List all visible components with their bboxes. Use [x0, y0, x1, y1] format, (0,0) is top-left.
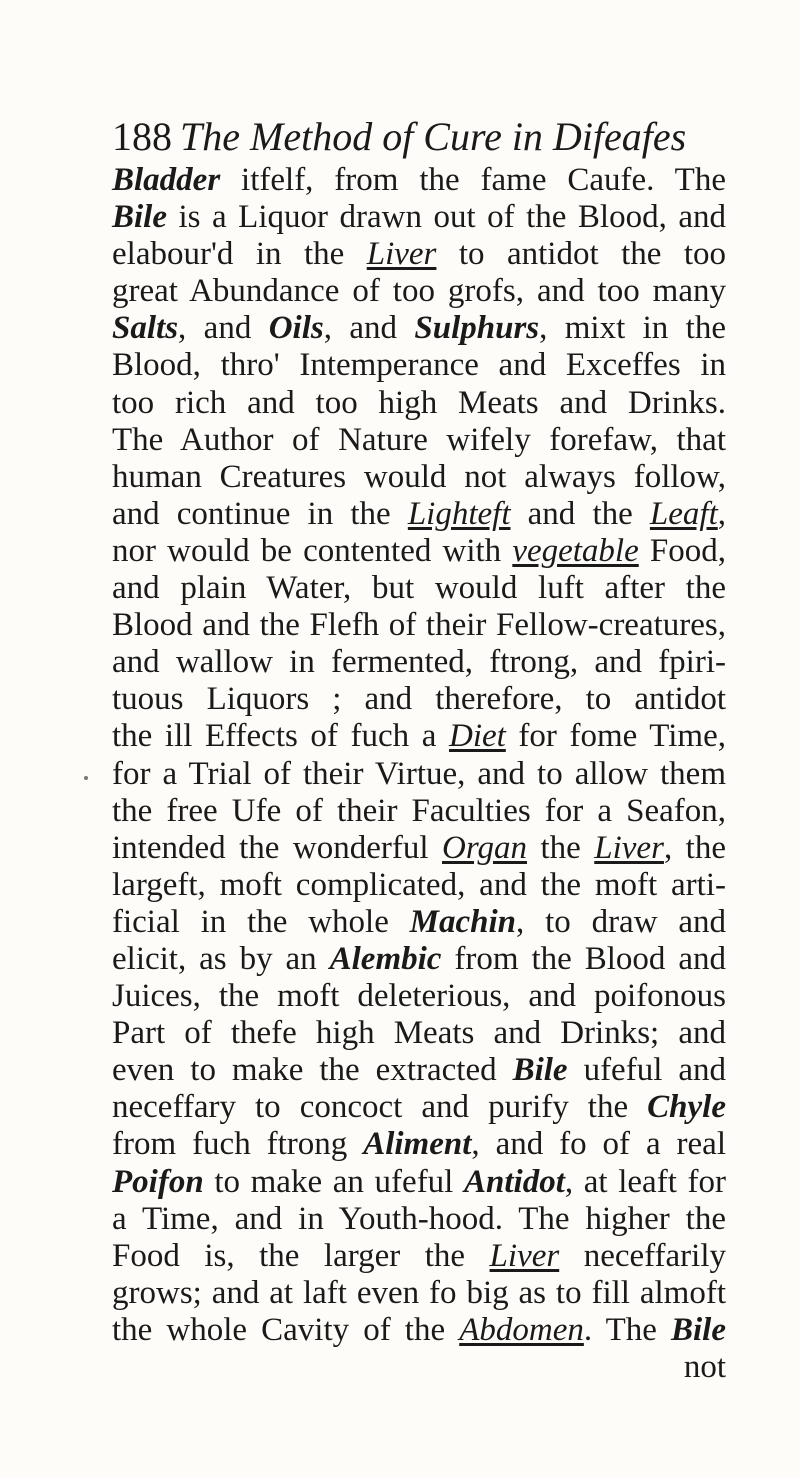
text-run: and continue in the [112, 495, 408, 532]
emphasized-term: Bladder [112, 162, 221, 198]
text-line [112, 422, 726, 459]
emphasized-term: Machin [409, 903, 517, 940]
text-line [112, 1089, 726, 1126]
text-run: tuous Liquors ; and therefore, to antidot [112, 681, 726, 718]
running-title: The Method of Cure in Difeafes [180, 114, 687, 159]
ink-mark [84, 776, 88, 780]
running-header [112, 112, 712, 162]
text-line [112, 978, 726, 1015]
text-run: , and [323, 310, 415, 347]
text-run: intended the wonderful [112, 829, 443, 866]
text-line [112, 570, 726, 607]
emphasized-term: Organ [442, 829, 527, 866]
text-run: and plain Water, but would luft after the [112, 570, 726, 607]
text-run: grows; and at laft even fo big as to fill almoft [112, 1274, 726, 1311]
text-line [112, 310, 726, 347]
text-run: Blood and the Flefh of their Fellow-creatures, [112, 607, 726, 644]
text-line [112, 273, 726, 310]
text-run: for a Trial of their Virtue, and to allow them [112, 755, 726, 792]
text-run: is a Liquor drawn out of the Blood, and [167, 199, 726, 236]
text-run: human Creatures would not always follow, [112, 458, 726, 495]
text-line [112, 1126, 726, 1163]
text-line [112, 1201, 726, 1238]
text-line [112, 1275, 726, 1312]
text-line [112, 347, 726, 384]
text-run: Part of thefe high Meats and Drinks; and [112, 1015, 726, 1052]
text-run: , at leaft for [564, 1163, 726, 1200]
text-run: and wallow in fermented, ftrong, and fpiri- [112, 644, 726, 681]
text-run: , to draw and [516, 903, 726, 940]
emphasized-term: Liver [594, 829, 664, 866]
emphasized-term: Abdomen [459, 1311, 584, 1348]
text-run: Food, [638, 532, 726, 569]
emphasized-term: Chyle [647, 1089, 726, 1126]
body-text [112, 162, 726, 1386]
text-run: even to make the extracted [112, 1052, 513, 1089]
text-run: The Author of Nature wifely forefaw, that [112, 421, 726, 458]
text-run: largeft, moft complicated, and the moft arti- [112, 866, 726, 903]
text-line [112, 681, 726, 718]
text-run: from the Blood and [441, 940, 726, 977]
text-run: , and fo of a real [471, 1126, 726, 1163]
text-line [112, 385, 726, 422]
text-run: ufeful and [567, 1052, 726, 1089]
emphasized-term: Antidot [464, 1163, 565, 1200]
emphasized-term: Aliment [363, 1126, 472, 1163]
text-run: not [683, 1349, 726, 1385]
emphasized-term: Oils [268, 310, 324, 347]
text-run: neceffary to concoct and purify the [112, 1089, 648, 1126]
text-run: the ill Effects of fuch a [112, 718, 449, 755]
text-run: itfelf, from the fame Caufe. The [220, 162, 726, 198]
emphasized-term: Poifon [112, 1163, 204, 1200]
text-line [112, 199, 726, 236]
text-run: from fuch ftrong [112, 1126, 364, 1163]
text-line [112, 1015, 726, 1052]
text-line [112, 496, 726, 533]
text-run: , [717, 495, 726, 532]
catchword [112, 1349, 726, 1386]
text-line [112, 607, 726, 644]
text-run: Juices, the moft deleterious, and poifonous [112, 978, 726, 1015]
text-line [112, 162, 726, 199]
text-run: the free Ufe of their Faculties for a Seafon, [112, 792, 726, 829]
text-line [112, 533, 726, 570]
text-run: , mixt in the [539, 310, 726, 347]
text-run: too rich and too high Meats and Drinks. [112, 384, 726, 421]
emphasized-term: Bile [512, 1052, 568, 1089]
emphasized-term: Sulphurs [414, 310, 540, 347]
emphasized-term: vegetable [512, 532, 639, 569]
text-run: Blood, thro' Intemperance and Exceffes in [112, 347, 726, 384]
text-line [112, 941, 726, 978]
text-line [112, 1052, 726, 1089]
text-line [112, 236, 726, 273]
emphasized-term: Leaft [649, 495, 718, 532]
text-run: and the [510, 495, 650, 532]
text-run: a Time, and in Youth-hood. The higher the [112, 1200, 726, 1237]
text-run: elicit, as by an [112, 940, 330, 977]
text-run: , and [178, 310, 269, 347]
emphasized-term: Diet [448, 718, 506, 755]
text-run: great Abundance of too grofs, and too many [112, 273, 726, 310]
text-line [112, 756, 726, 793]
text-line [112, 1238, 726, 1275]
text-line [112, 867, 726, 904]
emphasized-term: Salts [112, 310, 179, 347]
text-line [112, 904, 726, 941]
emphasized-term: Bile [112, 199, 167, 236]
page-number: 188 [112, 114, 172, 159]
text-run: , the [663, 829, 726, 866]
text-run: Food is, the larger the [112, 1237, 490, 1274]
text-line [112, 830, 726, 867]
text-run: for fome Time, [505, 718, 726, 755]
text-run: nor would be contented with [112, 532, 513, 569]
emphasized-term: Liver [366, 236, 437, 273]
text-line [112, 1164, 726, 1201]
text-line [112, 1312, 726, 1349]
text-run: ficial in the whole [112, 903, 410, 940]
text-run: the whole Cavity of the [112, 1311, 460, 1348]
text-line [112, 793, 726, 830]
text-run: . The [583, 1311, 671, 1348]
emphasized-term: Lighteft [407, 495, 511, 532]
text-run: to antidot the too [436, 236, 726, 273]
emphasized-term: Liver [489, 1237, 560, 1274]
text-run: the [526, 829, 595, 866]
emphasized-term: Bile [671, 1311, 726, 1348]
text-run: elabour'd in the [112, 236, 367, 273]
text-run: neceffarily [559, 1237, 727, 1274]
emphasized-term: Alembic [329, 940, 442, 977]
text-line [112, 718, 726, 755]
text-run: to make an ufeful [203, 1163, 464, 1200]
text-line [112, 459, 726, 496]
text-line [112, 644, 726, 681]
